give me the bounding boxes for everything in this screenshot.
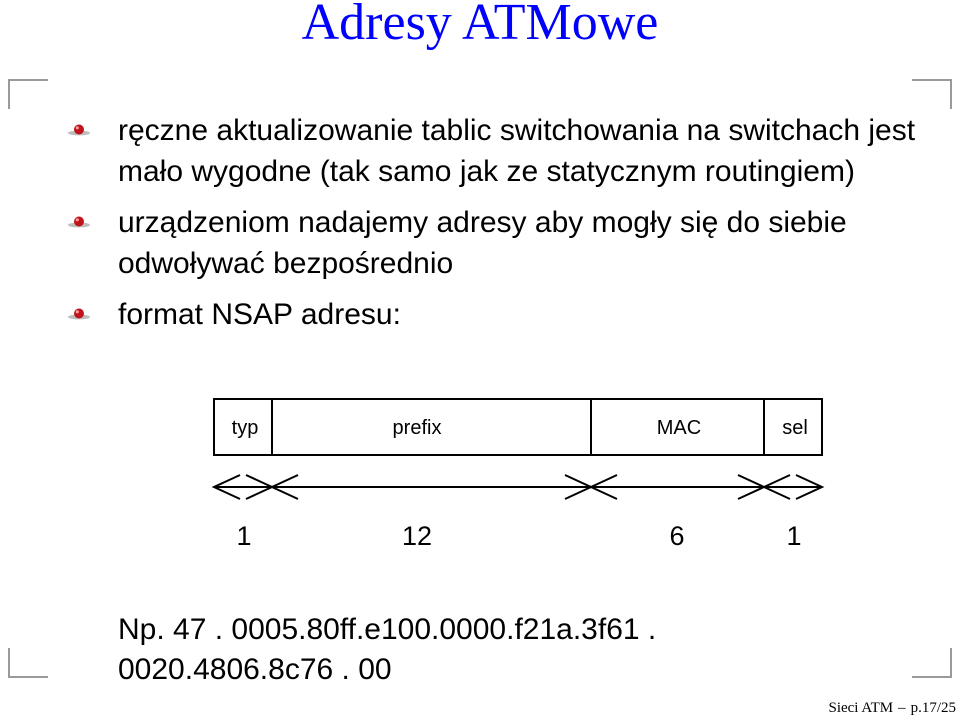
span-arrow-typ — [214, 475, 272, 499]
slide-title: Adresy ATMowe — [301, 0, 659, 51]
field-label-mac: MAC — [656, 417, 702, 439]
example-line-2: 0020.4806.8c76 . 00 — [118, 653, 392, 686]
example-address — [118, 610, 656, 690]
span-arrow-sel — [764, 475, 822, 499]
field-size-typ: 1 — [236, 521, 252, 551]
footer-page: p.17/25 — [910, 700, 956, 716]
field-label-sel: sel — [782, 417, 808, 439]
footer-title: Sieci ATM — [828, 700, 894, 716]
field-size-prefix: 12 — [401, 521, 433, 551]
example-line-1: Np. 47 . 0005.80ff.e100.0000.f21a.3f61 . — [118, 613, 657, 646]
field-label-typ: typ — [231, 417, 259, 439]
bullet-text: ręczne aktualizowanie tablic switchowania na switchach jest mało wygodne (tak samo jak ze statycznym routingiem) — [118, 114, 916, 188]
bullet-text: urządzeniom nadajemy adresy aby mogły się do siebie odwoływać bezpośrednio — [118, 206, 847, 280]
footer-separator: – — [898, 700, 906, 716]
field-label-prefix: prefix — [392, 417, 442, 439]
slide-footer — [828, 700, 956, 717]
bullet-text: format NSAP adresu: — [118, 298, 401, 331]
span-arrow-mac — [591, 475, 764, 499]
field-size-mac: 6 — [669, 521, 685, 551]
span-arrow-prefix — [272, 475, 591, 499]
field-size-sel: 1 — [786, 521, 802, 551]
